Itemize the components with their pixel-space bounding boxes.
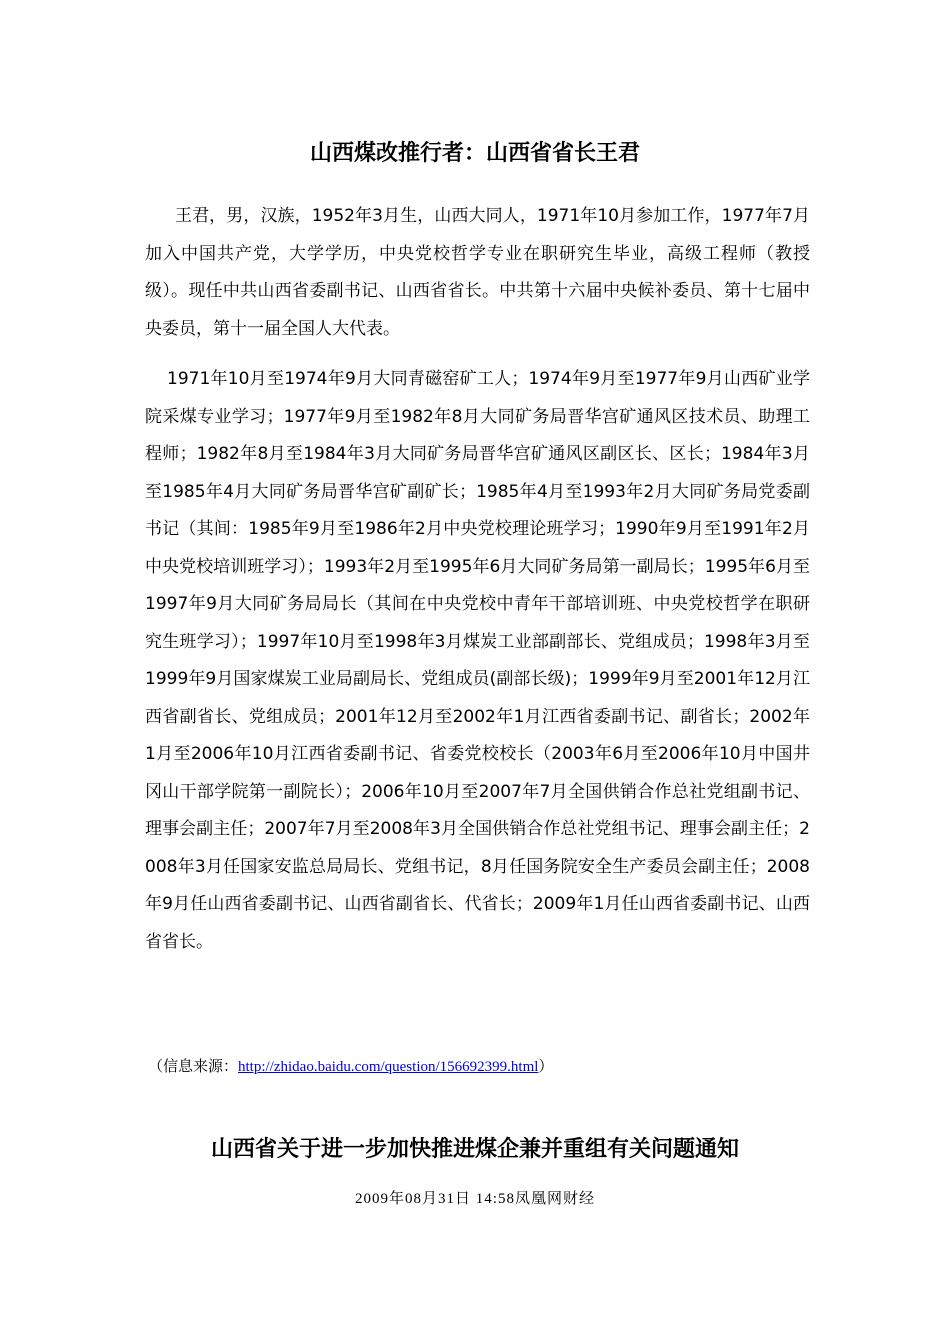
source-prefix: （信息来源： bbox=[148, 1059, 239, 1075]
source-note bbox=[148, 1056, 553, 1078]
second-article-title: 山西省关于进一步加快推进煤企兼并重组有关问题通知 bbox=[210, 1137, 739, 1162]
source-link[interactable]: http://zhidao.baidu.com/question/156692399.html bbox=[238, 1059, 539, 1075]
source-suffix: ） bbox=[538, 1059, 554, 1075]
article-title: 山西煤改推行者：山西省省长王君 bbox=[309, 141, 640, 166]
bio-paragraph: 王君，男，汉族，1952年3月生，山西大同人，1971年10月参加工作，1977年7月加入中国共产党，大学学历，中央党校哲学专业在职研究生毕业，高级工程师（教授级）。现任中共山西省委副书记、山西省省长。中共第十六届中央候补委员、第十七届中央委员，第十一届全国人大代表。 bbox=[145, 206, 810, 339]
career-paragraph: 1971年10月至1974年9月大同青磁窑矿工人；1974年9月至1977年9月山西矿业学院采煤专业学习；1977年9月至1982年8月大同矿务局晋华宫矿通风区技术员、助理工程师；1982年8月至1984年3月大同矿务局晋华宫矿通风区副区长、区长；1984年3月至1985年4月大同矿务局晋华宫矿副矿长；1985年4月至1993年2月大同矿务局党委副书记（其间：1985年9月至1986年2月中央党校理论班学习；1990年9月至1991年2月中央党校培训班学习）；1993年2月至1995年6月大同矿务局第一副局长；1995年6月至1997年9月大同矿务局局长（其间在中央党校中青年干部培训班、中央党校哲学在职研究生班学习）；1997年10月至1998年3月煤炭工业部副部长、党组成员；1998年3月至1999年9月国家煤炭工业局副局长、党组成员(副部长级)；1999年9月至2001年12月江西省副省长、党组成员；2001年12月至2002年1月江西省委副书记、副省长；2002年1月至2006年10月江西省委副书记、省委党校校长（2003年6月至2006年10月中国井冈山干部学院第一副院长）；2006年10月至2007年7月全国供销合作总社党组副书记、理事会副主任；2007年7月至2008年3月全国供销合作总社党组书记、理事会副主任；2008年3月任国家安监总局局长、党组书记，8月任国务院安全生产委员会副主任；2008年9月任山西省委副书记、山西省副省长、代省长；2009年1月任山西省委副书记、山西省省长。 bbox=[145, 369, 810, 952]
dateline: 2009年08月31日 14:58凤凰网财经 bbox=[355, 1191, 595, 1207]
